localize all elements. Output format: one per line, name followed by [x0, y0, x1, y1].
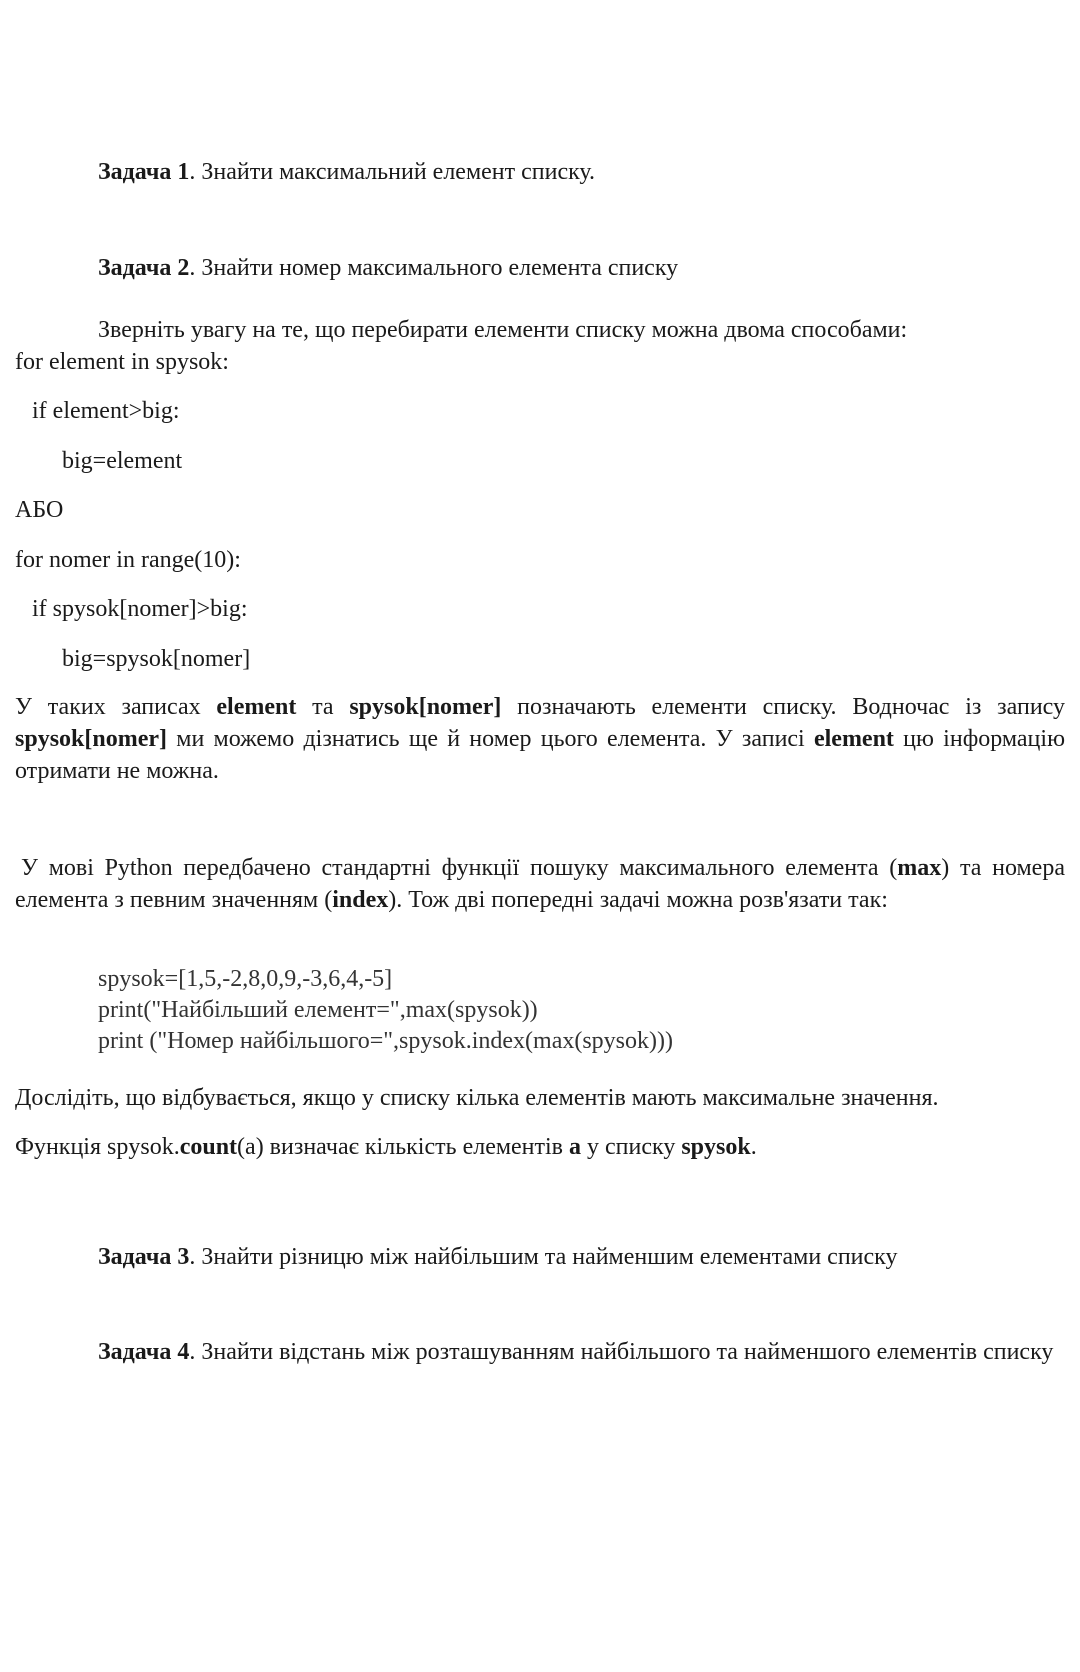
count-bold: count	[179, 1134, 238, 1160]
count-text: у списку	[581, 1134, 682, 1160]
count-bold: a	[569, 1134, 582, 1160]
code-line-2: print("Найбільший елемент=",max(spysok))	[98, 997, 538, 1023]
loop2-line1: for nomer in range(10):	[15, 547, 241, 573]
explanation-bold: element	[813, 726, 894, 752]
loop2-line2: if spysok[nomer]>big:	[32, 596, 248, 622]
task-1-label: Задача 1	[98, 159, 190, 185]
or-label: АБО	[15, 497, 64, 523]
task-3	[98, 1241, 898, 1273]
loop1-line1: for element in spysok:	[15, 349, 229, 375]
code-line-1: spysok=[1,5,-2,8,0,9,-3,6,4,-5]	[98, 966, 393, 992]
explanation-text: та	[296, 694, 350, 720]
loop1-line3: big=element	[62, 448, 183, 474]
python-bold: max	[897, 855, 942, 881]
note-intro: Зверніть увагу на те, що перебирати елементи списку можна двома способами:	[98, 317, 908, 343]
task-4	[98, 1336, 1065, 1368]
explanation-text: позначають елементи списку. Водночас із запису	[501, 694, 1065, 720]
python-text: ). Тож дві попередні задачі можна розв'язати так:	[388, 887, 888, 913]
python-bold: index	[332, 887, 389, 913]
task-3-text: . Знайти різницю між найбільшим та найменшим елементами списку	[189, 1244, 898, 1270]
explanation-text: ми можемо дізнатись ще й номер цього елемента. У записі	[167, 726, 814, 752]
task-2-label: Задача 2	[98, 255, 190, 281]
count-text: Функція spysok.	[15, 1134, 180, 1160]
explanation-bold: element	[216, 694, 297, 720]
task-1	[98, 156, 595, 188]
task-2	[98, 252, 678, 284]
explanation-bold: spysok[nomer]	[15, 726, 168, 752]
count-note	[15, 1131, 757, 1163]
explanation-text: цю інформацію отримати не можна.	[15, 726, 1066, 784]
task-3-label: Задача 3	[98, 1244, 190, 1270]
count-bold: spysok	[681, 1134, 751, 1160]
loop2-line3: big=spysok[nomer]	[62, 646, 251, 672]
loop1-line2: if element>big:	[32, 398, 180, 424]
explanation-paragraph	[15, 691, 1065, 787]
count-text: (a) визначає кількість елементів	[237, 1134, 570, 1160]
task-4-label: Задача 4	[98, 1339, 190, 1365]
code-line-3: print ("Номер найбільшого=",spysok.index(max(spysok)))	[98, 1028, 673, 1054]
python-text: ) та номера елемента з певним значенням (	[15, 855, 1065, 913]
task-1-text: . Знайти максимальний елемент списку.	[189, 159, 596, 185]
investigate-text: Дослідіть, що відбувається, якщо у списку кілька елементів мають максимальне значення.	[15, 1085, 939, 1111]
explanation-bold: spysok[nomer]	[349, 694, 502, 720]
explanation-text: У таких записах	[15, 694, 217, 720]
count-text: .	[750, 1134, 757, 1160]
python-text: У мові Python передбачено стандартні функції пошуку максимального елемента (	[21, 855, 898, 881]
python-paragraph	[15, 852, 1065, 916]
task-2-text: . Знайти номер максимального елемента списку	[189, 255, 679, 281]
task-4-text: . Знайти відстань між розташуванням найбільшого та найменшого елементів списку	[189, 1339, 1054, 1365]
